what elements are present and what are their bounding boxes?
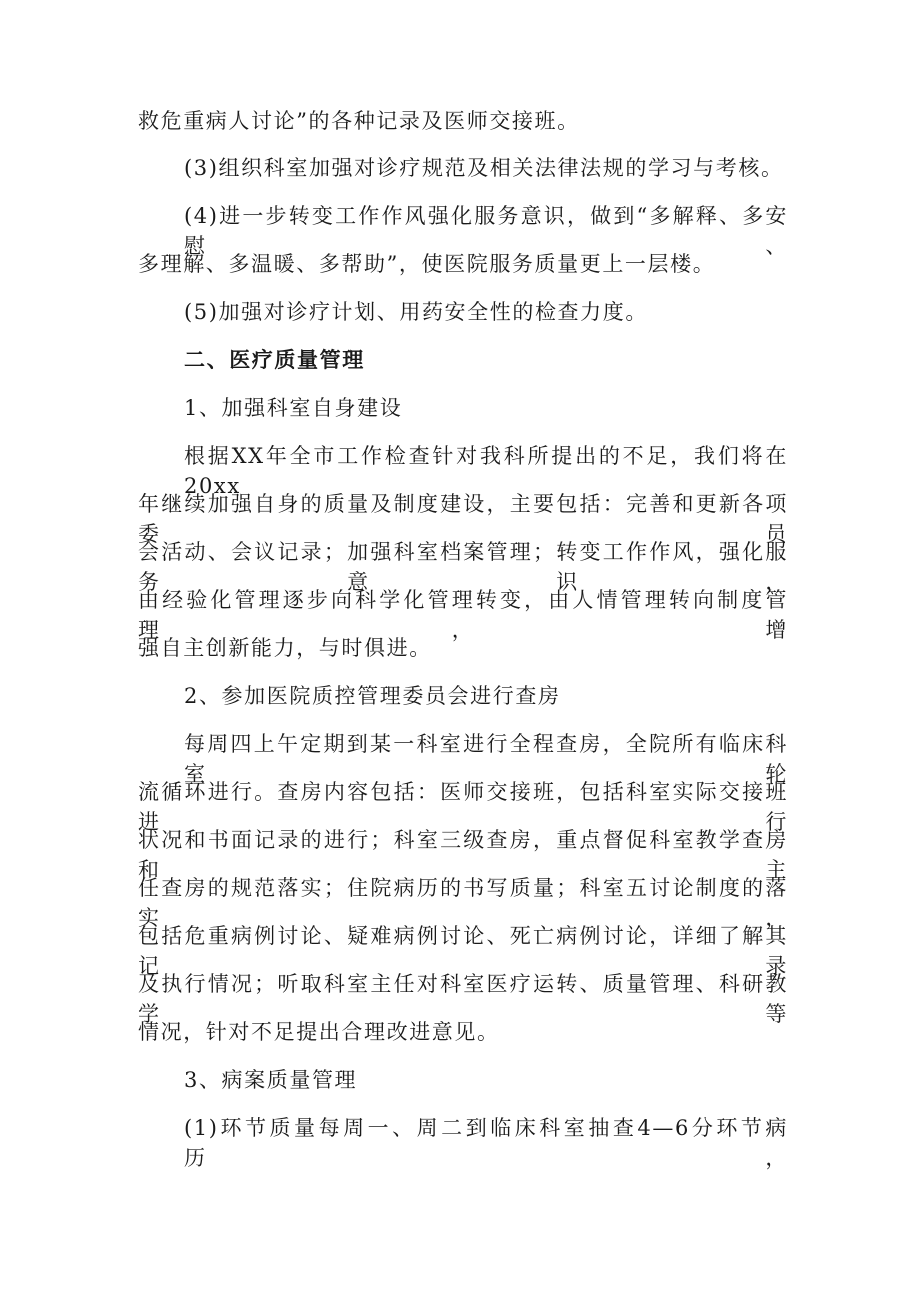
section-heading: 二、医疗质量管理 [184, 347, 365, 372]
subsection-heading: 1、加强科室自身建设 [184, 396, 403, 420]
subsection-heading: 2、参加医院质控管理委员会进行查房 [184, 684, 561, 708]
paragraph-line: 救危重病人讨论”的各种记录及医师交接班。 [138, 109, 580, 133]
paragraph-line: (3)组织科室加强对诊疗规范及相关法律法规的学习与考核。 [184, 156, 784, 180]
paragraph-line: (1)环节质量每周一、周二到临床科室抽查4—6分环节病历， [184, 1116, 788, 1170]
paragraph-line: 根据XX年全市工作检查针对我科所提出的不足，我们将在20xx [184, 444, 788, 498]
paragraph-line: 年继续加强自身的质量及制度建设，主要包括：完善和更新各项委员 [138, 492, 788, 546]
paragraph-line: 包括危重病例讨论、疑难病例讨论、死亡病例讨论，详细了解其记录 [138, 924, 788, 978]
paragraph-line: 由经验化管理逐步向科学化管理转变，由人情管理转向制度管理，增 [138, 588, 788, 642]
paragraph-line: 每周四上午定期到某一科室进行全程查房，全院所有临床科室轮 [184, 732, 788, 786]
paragraph-line: 流循环进行。查房内容包括：医师交接班，包括科室实际交接班进行 [138, 780, 788, 834]
paragraph-line: 强自主创新能力，与时俱进。 [138, 636, 432, 660]
paragraph-line: 任查房的规范落实；住院病历的书写质量；科室五讨论制度的落实， [138, 876, 788, 930]
paragraph-line: 及执行情况；听取科室主任对科室医疗运转、质量管理、科研教学等 [138, 972, 788, 1026]
paragraph-line: 状况和书面记录的进行；科室三级查房，重点督促科室教学查房和主 [138, 828, 788, 882]
paragraph-line: (5)加强对诊疗计划、用药安全性的检查力度。 [184, 300, 648, 324]
paragraph-line: 会活动、会议记录；加强科室档案管理；转变工作作风，强化服务意识， [138, 540, 788, 594]
paragraph-line: 多理解、多温暖、多帮助”，使医院服务质量更上一层楼。 [138, 252, 716, 276]
paragraph-line: 情况，针对不足提出合理改进意见。 [138, 1020, 500, 1044]
paragraph-line: (4)进一步转变工作作风强化服务意识，做到“多解释、多安慰、 [184, 204, 788, 258]
subsection-heading: 3、病案质量管理 [184, 1068, 358, 1092]
